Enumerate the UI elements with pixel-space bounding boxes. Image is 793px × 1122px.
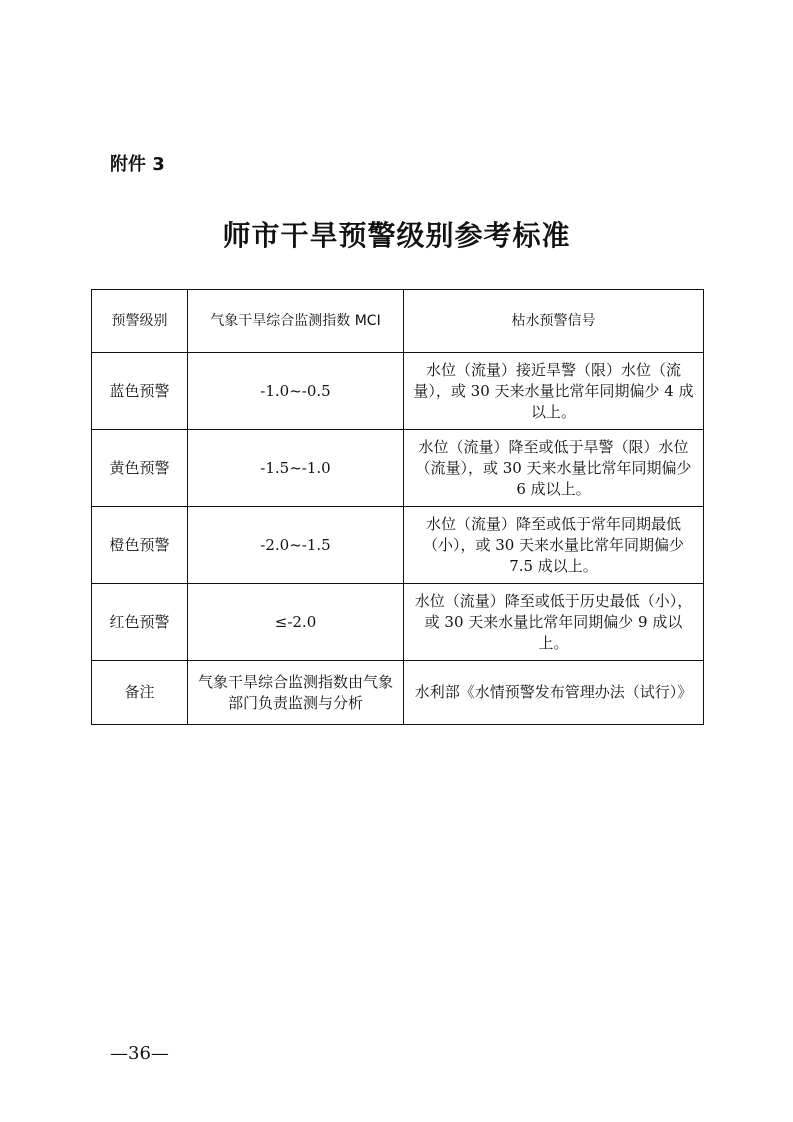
document-title: 师市干旱预警级别参考标准 [222,219,571,252]
attachment-label: 附件 3 [110,154,165,175]
table-header-row [92,290,704,353]
header-mci: 气象干旱综合监测指数 MCI [188,290,404,353]
table-note-row [92,661,704,725]
low-water-signal-cell: 水位（流量）接近旱警（限）水位（流量），或 30 天来水量比常年同期偏少 4 成以上。 [404,353,704,430]
warning-level-cell: 黄色预警 [92,430,188,507]
warning-level-cell: 橙色预警 [92,507,188,584]
note-mci-cell: 气象干旱综合监测指数由气象部门负责监测与分析 [188,661,404,725]
warning-level-cell: 红色预警 [92,584,188,661]
mci-cell: -1.0~-0.5 [188,353,404,430]
note-signal-cell: 水利部《水情预警发布管理办法（试行）》 [404,661,704,725]
page-number: —36— [110,1043,169,1064]
drought-warning-table [91,289,704,725]
mci-cell: -2.0~-1.5 [188,507,404,584]
warning-level-cell: 蓝色预警 [92,353,188,430]
table-row [92,353,704,430]
table-row [92,430,704,507]
table-row [92,584,704,661]
header-warning-level: 预警级别 [92,290,188,353]
mci-cell: -1.5~-1.0 [188,430,404,507]
header-low-water-signal: 枯水预警信号 [404,290,704,353]
low-water-signal-cell: 水位（流量）降至或低于历史最低（小），或 30 天来水量比常年同期偏少 9 成以上。 [404,584,704,661]
mci-cell: ≤-2.0 [188,584,404,661]
low-water-signal-cell: 水位（流量）降至或低于旱警（限）水位（流量），或 30 天来水量比常年同期偏少 6 成以上。 [404,430,704,507]
low-water-signal-cell: 水位（流量）降至或低于常年同期最低（小），或 30 天来水量比常年同期偏少 7.5 成以上。 [404,507,704,584]
table-row [92,507,704,584]
note-label-cell: 备注 [92,661,188,725]
